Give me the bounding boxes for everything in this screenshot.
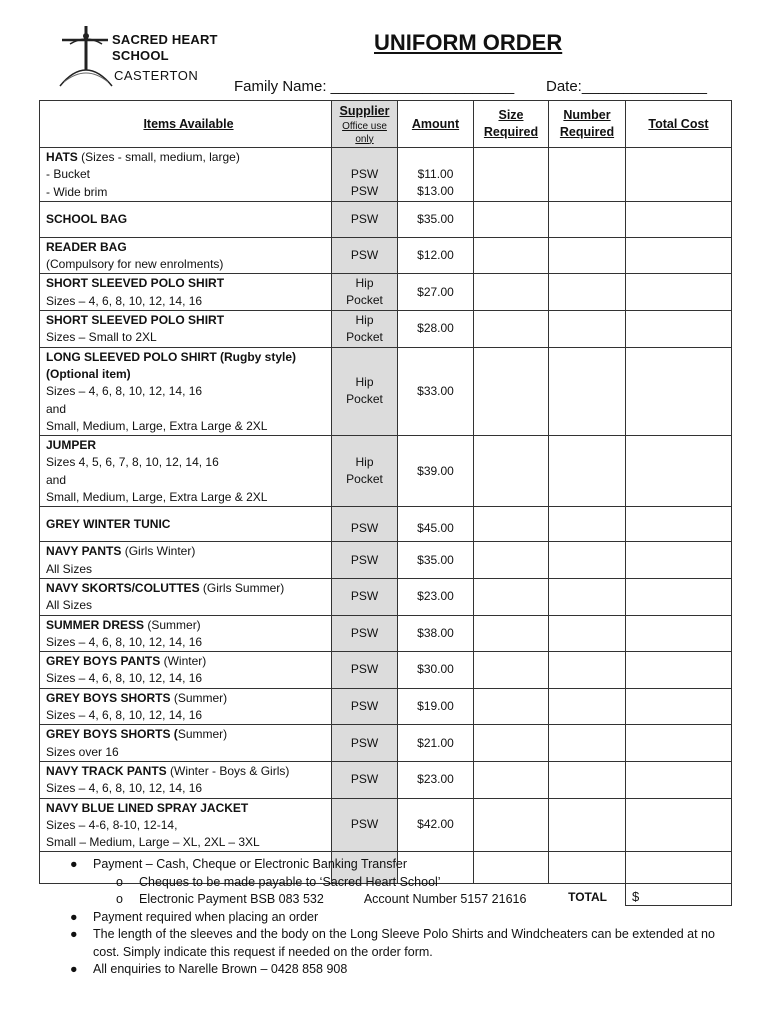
item-line: and — [46, 472, 67, 487]
amount-cell — [398, 148, 474, 202]
table-row — [40, 436, 732, 507]
list-item — [66, 961, 716, 979]
header-number: Number Required — [549, 101, 626, 148]
item-title: SHORT SLEEVED POLO SHIRT — [46, 276, 225, 291]
table-row — [40, 274, 732, 311]
amount-value: $28.00 — [398, 311, 474, 348]
item-line: All Sizes — [46, 598, 93, 613]
number-input-cell[interactable] — [549, 652, 626, 689]
circle-bullet-icon: o — [116, 874, 123, 889]
item-cell — [40, 148, 332, 202]
item-line: - Wide brim — [46, 184, 108, 199]
supplier-value: PSW — [332, 652, 398, 689]
bullet-icon: ● — [70, 927, 78, 941]
number-input-cell[interactable] — [549, 507, 626, 542]
family-name-field[interactable]: Family Name: ______________________ — [234, 78, 515, 95]
amount-value: $33.00 — [398, 347, 474, 435]
supplier-value: PSW — [332, 761, 398, 798]
bullet-icon: ● — [70, 962, 78, 976]
size-input-cell[interactable] — [474, 148, 549, 202]
amount-value: $35.00 — [398, 542, 474, 579]
item-line: and — [46, 401, 67, 416]
number-input-cell[interactable] — [549, 761, 626, 798]
item-line: Sizes 4, 5, 6, 7, 8, 10, 12, 14, 16 — [46, 455, 219, 470]
note-text: Payment – Cash, Cheque or Electronic Banking Transfer — [93, 857, 408, 871]
total-cost-cell[interactable] — [626, 201, 732, 237]
item-cell — [40, 201, 332, 237]
total-label: TOTAL — [568, 889, 607, 904]
item-line: Small, Medium, Large, Extra Large & 2XL — [46, 418, 268, 433]
item-title: GREY WINTER TUNIC — [46, 517, 171, 532]
item-line: (Compulsory for new enrolments) — [46, 257, 224, 272]
bullet-icon: ● — [70, 857, 78, 871]
item-title: READER BAG — [46, 239, 127, 254]
note-text: Account Number 5157 21616 — [363, 892, 527, 906]
total-cost-cell[interactable] — [626, 274, 732, 311]
table-row — [40, 237, 732, 274]
supplier-value: Hip Pocket — [332, 436, 398, 507]
number-input-cell[interactable] — [549, 311, 626, 348]
size-input-cell[interactable] — [474, 237, 549, 274]
total-cost-cell[interactable] — [626, 578, 732, 615]
supplier-value: Hip Pocket — [332, 347, 398, 435]
item-title: GREY BOYS PANTS — [46, 654, 161, 669]
item-title-suffix: (Summer) — [170, 690, 228, 705]
header-supplier-label: Supplier — [339, 103, 390, 118]
item-title: HATS — [46, 150, 78, 164]
number-input-cell[interactable] — [549, 237, 626, 274]
payment-notes — [66, 856, 716, 979]
note-text: Payment required when placing an order — [93, 909, 319, 924]
supplier-value: PSW — [332, 725, 398, 762]
item-line: Small – Medium, Large – XL, 2XL – 3XL — [46, 835, 260, 850]
supplier-value: PSW — [332, 578, 398, 615]
table-row — [40, 578, 732, 615]
amount-value: $23.00 — [398, 578, 474, 615]
item-line: Sizes – 4-6, 8-10, 12-14, — [46, 817, 178, 832]
amount-value: $39.00 — [398, 436, 474, 507]
supplier-value: PSW — [332, 798, 398, 852]
table-row — [40, 688, 732, 725]
table-row — [40, 615, 732, 652]
table-row — [40, 347, 732, 435]
supplier-value: PSW — [350, 166, 379, 181]
amount-value: $42.00 — [398, 798, 474, 852]
amount-value: $11.00 — [417, 166, 454, 181]
total-cost-cell[interactable] — [626, 798, 732, 852]
cross-logo-icon — [56, 24, 116, 94]
size-input-cell[interactable] — [474, 201, 549, 237]
note-text: Electronic Payment BSB 083 532 — [139, 892, 324, 906]
item-cell — [40, 507, 332, 542]
list-item — [66, 891, 716, 909]
note-text: Cheques to be made payable to ‘Sacred Heart School’ — [139, 874, 441, 889]
item-title-suffix: (Sizes - small, medium, large) — [77, 150, 240, 164]
size-input-cell[interactable] — [474, 542, 549, 579]
item-title-suffix: Summer) — [177, 727, 228, 742]
amount-value: $23.00 — [398, 761, 474, 798]
item-line: - Bucket — [46, 167, 91, 182]
supplier-cell — [332, 148, 398, 202]
supplier-value: PSW — [332, 237, 398, 274]
total-cost-cell[interactable] — [626, 615, 732, 652]
item-cell — [40, 311, 332, 348]
supplier-value: PSW — [332, 201, 398, 237]
list-item — [66, 909, 716, 927]
item-title: NAVY SKORTS/COLUTTES — [46, 580, 200, 595]
item-cell — [40, 237, 332, 274]
header-size: Size Required — [474, 101, 549, 148]
supplier-value: PSW — [332, 688, 398, 725]
item-title: NAVY PANTS — [46, 544, 122, 559]
size-input-cell[interactable] — [474, 311, 549, 348]
item-cell — [40, 274, 332, 311]
item-line: Sizes – 4, 6, 8, 10, 12, 14, 16 — [46, 671, 203, 686]
size-input-cell[interactable] — [474, 725, 549, 762]
item-title: GREY BOYS SHORTS — [46, 690, 171, 705]
list-item — [66, 856, 716, 874]
amount-value: $45.00 — [398, 507, 474, 542]
total-cost-cell[interactable] — [626, 761, 732, 798]
size-input-cell[interactable] — [474, 615, 549, 652]
item-title: GREY BOYS SHORTS ( — [46, 727, 178, 742]
item-title-suffix: (Girls Winter) — [121, 544, 196, 559]
amount-value: $19.00 — [398, 688, 474, 725]
size-input-cell[interactable] — [474, 347, 549, 435]
circle-bullet-icon: o — [116, 892, 123, 906]
size-input-cell[interactable] — [474, 652, 549, 689]
item-line: All Sizes — [46, 561, 93, 576]
item-line: Sizes – 4, 6, 8, 10, 12, 14, 16 — [46, 634, 203, 649]
total-cost-cell[interactable] — [626, 688, 732, 725]
item-title: LONG SLEEVED POLO SHIRT (Rugby style) (Optional item) — [46, 349, 297, 381]
size-input-cell[interactable] — [474, 798, 549, 852]
item-title-suffix: (Summer) — [144, 617, 201, 632]
supplier-value: PSW — [332, 507, 398, 542]
item-line: Sizes over 16 — [46, 744, 119, 759]
amount-value: $27.00 — [398, 274, 474, 311]
item-title: JUMPER — [46, 438, 97, 453]
bullet-icon: ● — [70, 909, 78, 924]
item-cell — [40, 436, 332, 507]
total-cost-cell[interactable] — [626, 148, 732, 202]
item-title-suffix: (Girls Summer) — [199, 580, 285, 595]
total-cost-cell[interactable] — [626, 725, 732, 762]
supplier-value: PSW — [350, 183, 379, 198]
item-title: NAVY BLUE LINED SPRAY JACKET — [46, 800, 249, 815]
item-cell — [40, 725, 332, 762]
header-supplier — [332, 101, 398, 148]
supplier-value: PSW — [332, 615, 398, 652]
list-item — [66, 926, 716, 961]
total-cost-cell[interactable] — [626, 542, 732, 579]
item-cell — [40, 542, 332, 579]
item-cell — [40, 615, 332, 652]
item-line: Small, Medium, Large, Extra Large & 2XL — [46, 490, 268, 505]
total-cost-cell[interactable] — [626, 436, 732, 507]
size-input-cell[interactable] — [474, 688, 549, 725]
item-cell — [40, 652, 332, 689]
number-input-cell[interactable] — [549, 798, 626, 852]
amount-value: $30.00 — [398, 652, 474, 689]
header-supplier-note: Office use only — [342, 120, 387, 145]
school-location: CASTERTON — [114, 68, 199, 83]
number-input-cell[interactable] — [549, 148, 626, 202]
amount-value: $35.00 — [398, 201, 474, 237]
size-input-cell[interactable] — [474, 578, 549, 615]
item-cell — [40, 761, 332, 798]
number-input-cell[interactable] — [549, 725, 626, 762]
item-title: SCHOOL BAG — [46, 212, 128, 227]
supplier-value: Hip Pocket — [332, 274, 398, 311]
size-input-cell[interactable] — [474, 274, 549, 311]
note-text: The length of the sleeves and the body on the Long Sleeve Polo Shirts and Windcheaters can be extended at no cost. Simply indicate this request if needed on the order form. — [93, 927, 715, 959]
number-input-cell[interactable] — [549, 274, 626, 311]
supplier-value: Hip Pocket — [332, 311, 398, 348]
table-row — [40, 148, 732, 202]
number-input-cell[interactable] — [549, 578, 626, 615]
item-line: Sizes – 4, 6, 8, 10, 12, 14, 16 — [46, 384, 203, 399]
page-title: UNIFORM ORDER — [374, 30, 563, 55]
number-input-cell[interactable] — [549, 347, 626, 435]
number-input-cell[interactable] — [549, 688, 626, 725]
total-cost-cell[interactable] — [626, 652, 732, 689]
header-items: Items Available — [40, 101, 332, 148]
size-input-cell[interactable] — [474, 761, 549, 798]
table-row — [40, 542, 732, 579]
item-cell — [40, 347, 332, 435]
header-amount: Amount — [398, 101, 474, 148]
number-input-cell[interactable] — [549, 615, 626, 652]
school-name-line1: SACRED HEART — [112, 32, 218, 47]
total-cost-cell[interactable] — [626, 347, 732, 435]
item-title: SUMMER DRESS — [46, 617, 145, 632]
item-line: Sizes – 4, 6, 8, 10, 12, 14, 16 — [46, 781, 203, 796]
number-input-cell[interactable] — [549, 436, 626, 507]
item-cell — [40, 578, 332, 615]
total-cost-cell[interactable] — [626, 237, 732, 274]
table-row — [40, 652, 732, 689]
number-input-cell[interactable] — [549, 542, 626, 579]
item-line: Sizes – Small to 2XL — [46, 330, 157, 345]
uniform-order-table — [39, 100, 732, 906]
total-cost-cell[interactable] — [626, 311, 732, 348]
school-name-line2: SCHOOL — [112, 48, 169, 63]
amount-value: $21.00 — [398, 725, 474, 762]
supplier-value: PSW — [332, 542, 398, 579]
amount-value: $38.00 — [398, 615, 474, 652]
table-row — [40, 507, 732, 542]
item-title: NAVY TRACK PANTS — [46, 763, 167, 778]
item-cell — [40, 798, 332, 852]
table-row — [40, 761, 732, 798]
amount-value: $13.00 — [417, 183, 454, 198]
table-row — [40, 725, 732, 762]
date-field[interactable]: Date:_______________ — [546, 78, 707, 95]
item-title: SHORT SLEEVED POLO SHIRT — [46, 313, 225, 328]
item-line: Sizes – 4, 6, 8, 10, 12, 14, 16 — [46, 293, 203, 308]
header-total-cost: Total Cost — [626, 101, 732, 148]
school-logo — [56, 24, 236, 94]
amount-value: $12.00 — [398, 237, 474, 274]
table-row — [40, 201, 732, 237]
total-cost-cell[interactable] — [626, 507, 732, 542]
total-value-field[interactable]: $ — [626, 884, 732, 906]
number-input-cell[interactable] — [549, 201, 626, 237]
note-text: All enquiries to Narelle Brown – 0428 858 908 — [93, 962, 348, 976]
item-cell — [40, 688, 332, 725]
item-title-suffix: (Winter) — [160, 654, 207, 669]
list-item — [66, 874, 716, 892]
size-input-cell[interactable] — [474, 436, 549, 507]
size-input-cell[interactable] — [474, 507, 549, 542]
item-title-suffix: (Winter - Boys & Girls) — [166, 763, 290, 778]
table-row — [40, 798, 732, 852]
item-line: Sizes – 4, 6, 8, 10, 12, 14, 16 — [46, 708, 203, 723]
table-row — [40, 311, 732, 348]
